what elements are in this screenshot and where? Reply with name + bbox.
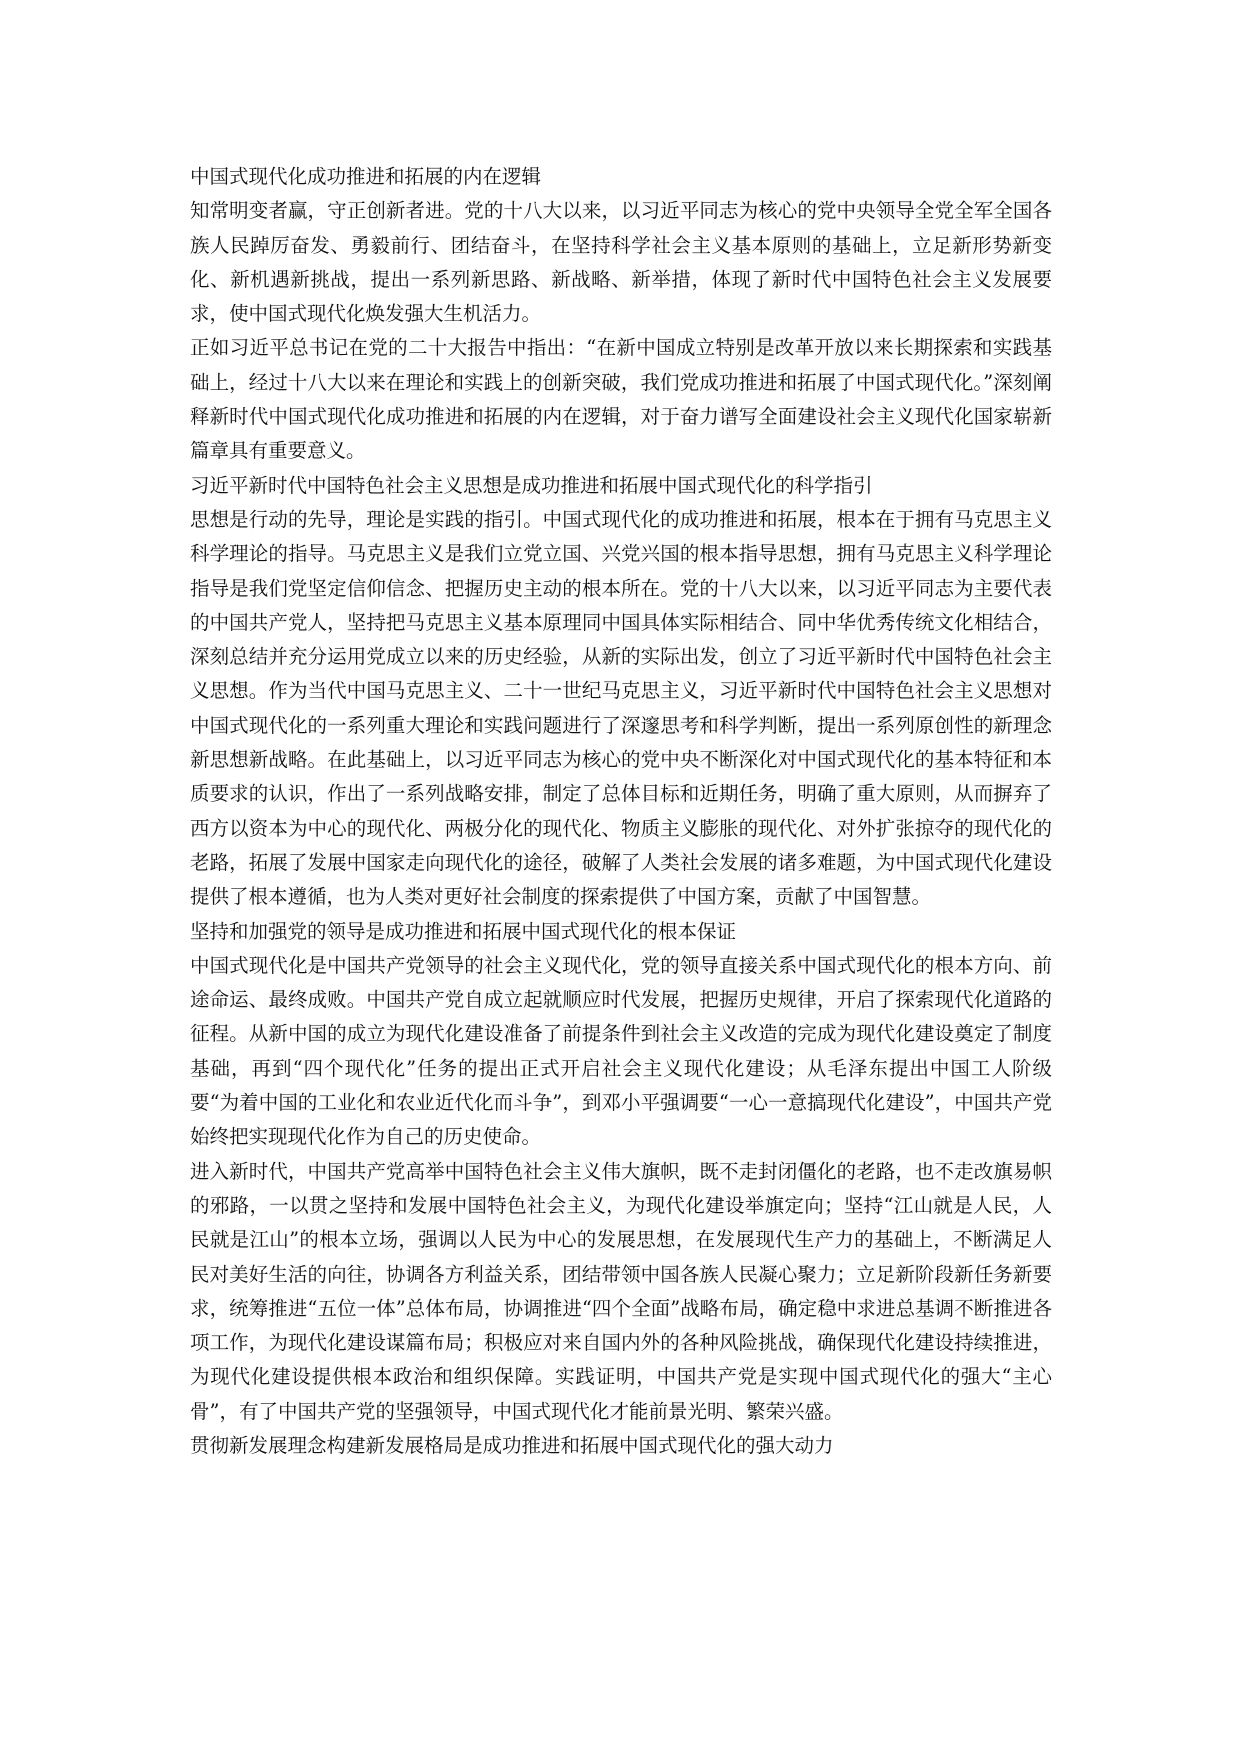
document-body	[190, 160, 1052, 1463]
section-1-paragraph-1: 思想是行动的先导，理论是实践的指引。中国式现代化的成功推进和拓展，根本在于拥有马克思主义科学理论的指导。马克思主义是我们立党立国、兴党兴国的根本指导思想，拥有马克思主义科学理论指导是我们党坚定信仰信念、把握历史主动的根本所在。党的十八大以来，以习近平同志为主要代表的中国共产党人，坚持把马克思主义基本原理同中国具体实际相结合、同中华优秀传统文化相结合，深刻总结并充分运用党成立以来的历史经验，从新的实际出发，创立了习近平新时代中国特色社会主义思想。作为当代中国马克思主义、二十一世纪马克思主义，习近平新时代中国特色社会主义思想对中国式现代化的一系列重大理论和实践问题进行了深邃思考和科学判断，提出一系列原创性的新理念新思想新战略。在此基础上，以习近平同志为核心的党中央不断深化对中国式现代化的基本特征和本质要求的认识，作出了一系列战略安排，制定了总体目标和近期任务，明确了重大原则，从而摒弃了西方以资本为中心的现代化、两极分化的现代化、物质主义膨胀的现代化、对外扩张掠夺的现代化的老路，拓展了发展中国家走向现代化的途径，破解了人类社会发展的诸多难题，为中国式现代化建设提供了根本遵循，也为人类对更好社会制度的探索提供了中国方案，贡献了中国智慧。	[190, 507, 1052, 909]
section-2-heading: 坚持和加强党的领导是成功推进和拓展中国式现代化的根本保证	[190, 919, 737, 943]
document-title: 中国式现代化成功推进和拓展的内在逻辑	[190, 165, 542, 188]
section-2-paragraph-2: 进入新时代，中国共产党高举中国特色社会主义伟大旗帜，既不走封闭僵化的老路，也不走改旗易帜的邪路，一以贯之坚持和发展中国特色社会主义，为现代化建设举旗定向；坚持“江山就是人民，人民就是江山”的根本立场，强调以人民为中心的发展思想，在发展现代生产力的基础上，不断满足人民对美好生活的向往，协调各方利益关系，团结带领中国各族人民凝心聚力；立足新阶段新任务新要求，统筹推进“五位一体”总体布局，协调推进“四个全面”战略布局，确定稳中求进总基调不断推进各项工作，为现代化建设谋篇布局；积极应对来自国内外的各种风险挑战，确保现代化建设持续推进，为现代化建设提供根本政治和组织保障。实践证明，中国共产党是实现中国式现代化的强大“主心骨”，有了中国共产党的坚强领导，中国式现代化才能前景光明、繁荣兴盛。	[190, 1159, 1052, 1423]
section-2-paragraph-1: 中国式现代化是中国共产党领导的社会主义现代化，党的领导直接关系中国式现代化的根本方向、前途命运、最终成败。中国共产党自成立起就顺应时代发展，把握历史规律，开启了探索现代化道路的征程。从新中国的成立为现代化建设准备了前提条件到社会主义改造的完成为现代化建设奠定了制度基础，再到“四个现代化”任务的提出正式开启社会主义现代化建设；从毛泽东提出中国工人阶级要“为着中国的工业化和农业近代化而斗争”，到邓小平强调要“一心一意搞现代化建设”，中国共产党始终把实现现代化作为自己的历史使命。	[190, 953, 1052, 1149]
section-3-heading: 贯彻新发展理念构建新发展格局是成功推进和拓展中国式现代化的强大动力	[190, 1433, 834, 1457]
intro-paragraph-1: 知常明变者赢，守正创新者进。党的十八大以来，以习近平同志为核心的党中央领导全党全军全国各族人民踔厉奋发、勇毅前行、团结奋斗，在坚持科学社会主义基本原则的基础上，立足新形势新变化、新机遇新挑战，提出一系列新思路、新战略、新举措，体现了新时代中国特色社会主义发展要求，使中国式现代化焕发强大生机活力。	[190, 199, 1052, 326]
section-1-heading: 习近平新时代中国特色社会主义思想是成功推进和拓展中国式现代化的科学指引	[190, 473, 873, 497]
intro-paragraph-2: 正如习近平总书记在党的二十大报告中指出：“在新中国成立特别是改革开放以来长期探索和实践基础上，经过十八大以来在理论和实践上的创新突破，我们党成功推进和拓展了中国式现代化。”深刻阐释新时代中国式现代化成功推进和拓展的内在逻辑，对于奋力谱写全面建设社会主义现代化国家崭新篇章具有重要意义。	[190, 336, 1052, 463]
